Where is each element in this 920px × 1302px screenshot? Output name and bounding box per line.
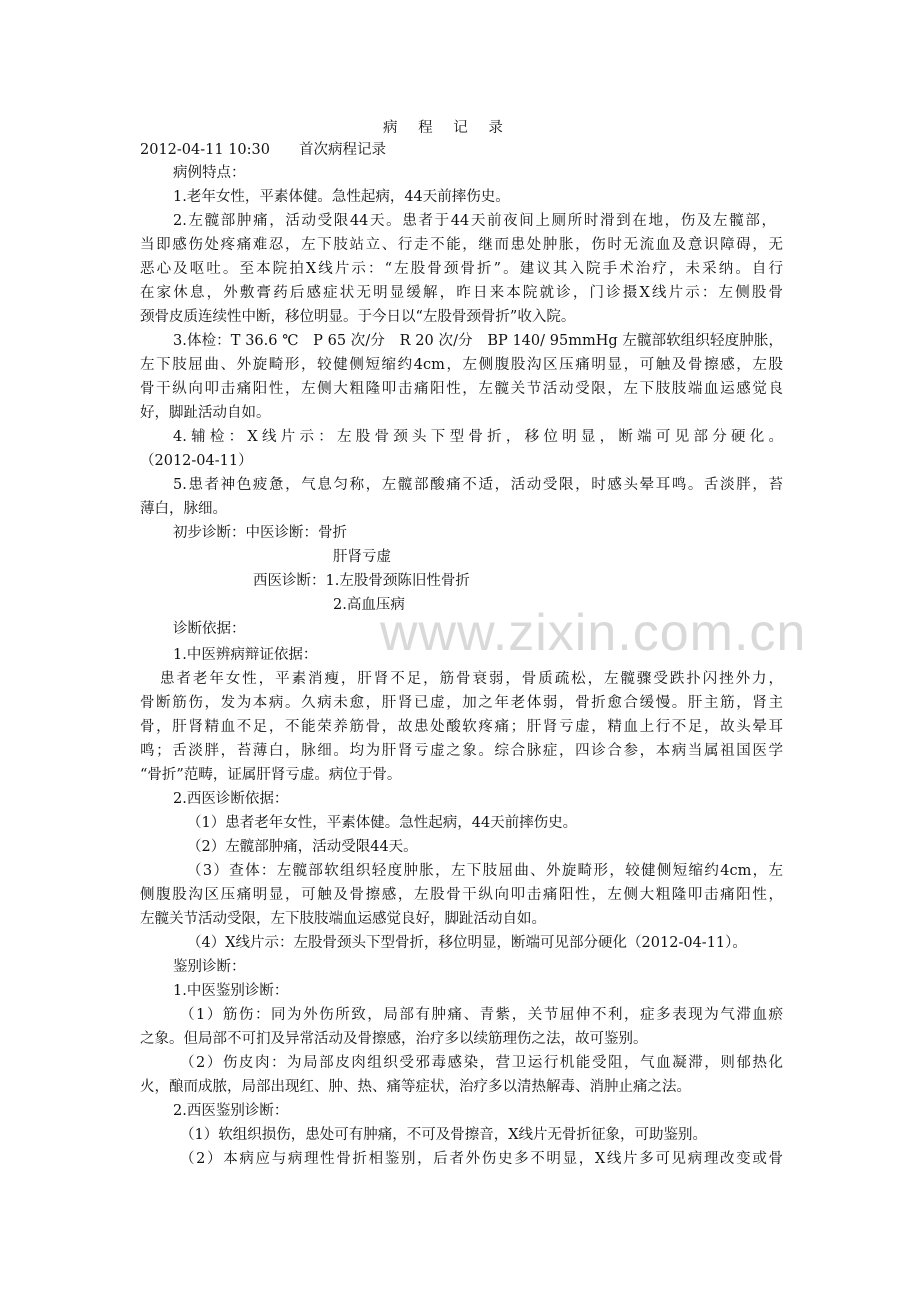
text-line: “骨折”范畴，证属肝肾亏虚。病位于骨。 (140, 767, 402, 783)
text-line: 患者老年女性，平素消瘦，肝肾不足，筋骨衰弱，骨质疏松，左髋骤受跌扑闪挫外力， (160, 671, 783, 687)
diagnosis-western: 西医诊断：1.左股骨颈陈旧性骨折 (253, 573, 470, 589)
watermark: www.zixin.com.cn (380, 604, 807, 662)
text-line: 当即感伤处疼痛难忍，左下肢站立、行走不能，继而患处肿胀，伤时无流血及意识障碍，无 (140, 237, 783, 253)
text-line: 薄白，脉细。 (140, 501, 227, 517)
text-line: 骨断筋伤，发为本病。久病未愈，肝肾已虚，加之年老体弱，骨折愈合缓慢。肝主筋，肾主 (140, 695, 783, 711)
text-line: 恶心及呕吐。至本院拍X线片示：“左股骨颈骨折”。建议其入院手术治疗，未采纳。自行 (140, 261, 783, 277)
text-line: 4.辅检：X线片示：左股骨颈头下型骨折，移位明显，断端可见部分硬化。 (173, 429, 783, 445)
subsection-heading: 2.西医鉴别诊断： (173, 1103, 289, 1119)
text-line: 骨，肝肾精血不足，不能荣养筋骨，故患处酸软疼痛；肝肾亏虚，精血上行不足，故头晕耳 (140, 719, 783, 735)
section-heading: 鉴别诊断： (173, 959, 246, 975)
section-heading: 诊断依据： (173, 621, 246, 637)
text-line: 2.左髋部肿痛，活动受限44天。患者于44天前夜间上厕所时滑到在地，伤及左髋部， (173, 213, 776, 229)
diagnosis-tcm: 初步诊断：中医诊断：骨折 (173, 525, 347, 541)
diagnosis-western-2: 2.高血压病 (333, 597, 405, 613)
text-line: （4）X线片示：左股骨颈头下型骨折，移位明显，断端可见部分硬化（2012-04-11）。 (187, 935, 747, 951)
text-line: 左髋关节活动受限，左下肢肢端血运感觉良好，脚趾活动自如。 (140, 911, 546, 927)
text-line: 之象。但局部不可扪及异常活动及骨擦感，治疗多以续筋理伤之法，故可鉴别。 (140, 1031, 648, 1047)
text-line: （1）筋伤：同为外伤所致，局部有肿痛、青紫，关节屈伸不利，症多表现为气滞血瘀 (180, 1007, 783, 1023)
text-line: 火，酿而成脓，局部出现红、肿、热、痛等症状，治疗多以清热解毒、消肿止痛之法。 (140, 1079, 691, 1095)
text-line: （2）伤皮肉：为局部皮肉组织受邪毒感染，营卫运行机能受阻，气血凝滞，则郁热化 (180, 1055, 783, 1071)
text-line: 在家休息，外敷膏药后感症状无明显缓解，昨日来本院就诊，门诊摄X线片示：左侧股骨 (140, 285, 783, 301)
text-line: （3）查体：左髋部软组织轻度肿胀，左下肢屈曲、外旋畸形，较健侧短缩约4cm，左 (187, 863, 783, 879)
text-line: 5.患者神色疲惫，气息匀称，左髋部酸痛不适，活动受限，时感头晕耳鸣。舌淡胖，苔 (173, 477, 783, 493)
text-line: （2）本病应与病理性骨折相鉴别，后者外伤史多不明显，X线片多可见病理改变或骨 (180, 1151, 783, 1167)
section-heading: 病例特点： (173, 165, 246, 181)
text-line: （2）左髋部肿痛，活动受限44天。 (187, 839, 418, 855)
text-line: 好，脚趾活动自如。 (140, 405, 271, 421)
text-line: 3.体检：T 36.6 ℃ P 65 次/分 R 20 次/分 BP 140/ 95mmHg 左髋部软组织轻度肿胀， (173, 333, 783, 349)
record-header: 2012-04-11 10:30 首次病程记录 (140, 142, 386, 158)
text-line: 1.老年女性，平素体健。急性起病，44天前摔伤史。 (173, 189, 510, 205)
text-line: 左下肢屈曲、外旋畸形，较健侧短缩约4cm，左侧腹股沟区压痛明显，可触及骨擦感，左股 (140, 357, 783, 373)
text-line: 颈骨皮质连续性中断，移位明显。于今日以“左股骨颈骨折”收入院。 (140, 309, 576, 325)
text-line: 鸣；舌淡胖，苔薄白，脉细。均为肝肾亏虚之象。综合脉症，四诊合参，本病当属祖国医学 (140, 743, 783, 759)
text-line: 骨干纵向叩击痛阳性，左侧大粗隆叩击痛阳性，左髋关节活动受限，左下肢肢端血运感觉良 (140, 381, 783, 397)
text-line: （1）软组织损伤，患处可有肿痛，不可及骨擦音，X线片无骨折征象，可助鉴别。 (180, 1127, 708, 1143)
subsection-heading: 1.中医辨病辩证依据： (173, 647, 318, 663)
diagnosis-tcm-2: 肝肾亏虚 (333, 549, 391, 565)
subsection-heading: 2.西医诊断依据： (173, 791, 289, 807)
subsection-heading: 1.中医鉴别诊断： (173, 983, 289, 999)
text-line: 侧腹股沟区压痛明显，可触及骨擦感，左股骨干纵向叩击痛阳性，左侧大粗隆叩击痛阳性， (140, 887, 783, 903)
page-title: 病 程 记 录 (383, 120, 511, 136)
text-line: （1）患者老年女性，平素体健。急性起病，44天前摔伤史。 (187, 815, 578, 831)
text-line: （2012-04-11） (140, 453, 253, 469)
